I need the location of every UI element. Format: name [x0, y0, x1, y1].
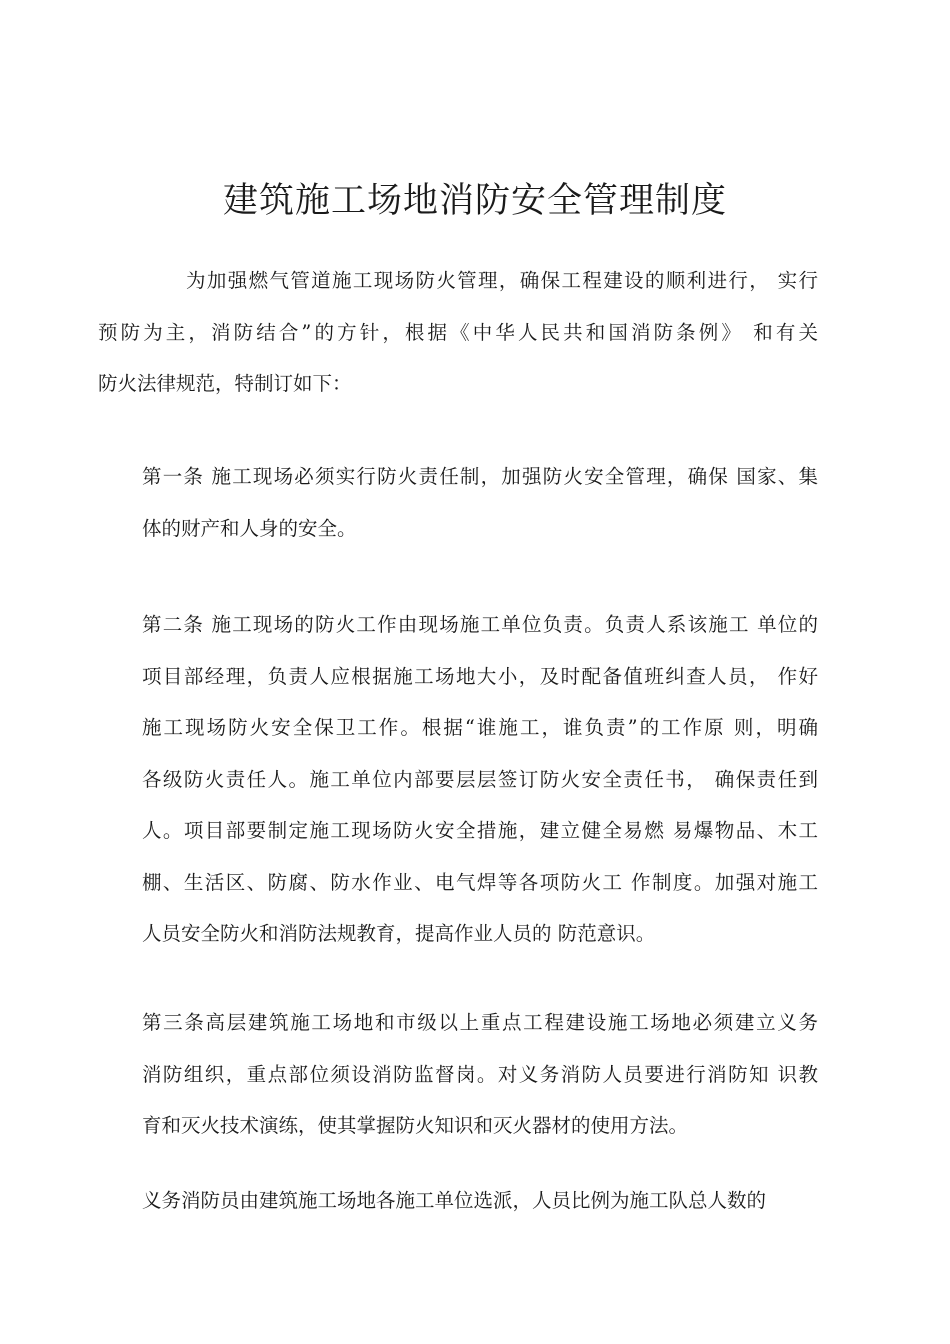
paragraph-line: 人。项目部要制定施工现场防火安全措施，建立健全易燃 易爆物品、木工 [142, 819, 818, 842]
paragraph-line: 人员安全防火和消防法规教育，提高作业人员的 防范意识。 [142, 922, 656, 945]
paragraph-line: 育和灭火技术演练，使其掌握防火知识和灭火器材的使用方法。 [142, 1114, 689, 1137]
paragraph-line: 棚、生活区、防腐、防水作业、电气焊等各项防火工 作制度。加强对施工 [142, 870, 818, 894]
paragraph-line: 第三条高层建筑施工场地和市级以上重点工程建设施工场地必须建立义务 [142, 1011, 818, 1034]
paragraph-line: 第二条 施工现场的防火工作由现场施工单位负责。负责人系该施工 单位的 [142, 613, 818, 636]
volunteer-paragraph [142, 1175, 818, 1227]
paragraph-line: 防火法律规范，特制订如下： [98, 372, 352, 395]
paragraph-line: 体的财产和人身的安全。 [142, 516, 357, 540]
paragraph-line: 施工现场防火安全保卫工作。根据“谁施工，谁负责”的工作原 则，明确 [142, 716, 818, 739]
article-3-paragraph [142, 997, 818, 1152]
article-1-paragraph [142, 451, 818, 554]
paragraph-line: 义务消防员由建筑施工场地各施工单位选派，人员比例为施工队总人数的 [142, 1189, 767, 1212]
paragraph-line: 第一条 施工现场必须实行防火责任制，加强防火安全管理，确保 国家、集 [142, 465, 818, 488]
paragraph-line: 项目部经理，负责人应根据施工场地大小，及时配备值班纠查人员， 作好 [142, 664, 818, 688]
article-2-paragraph [142, 599, 818, 960]
paragraph-line: 各级防火责任人。施工单位内部要层层签订防火安全责任书， 确保责任到 [142, 767, 818, 791]
intro-paragraph [98, 255, 818, 410]
paragraph-line: 预防为主，消防结合”的方针，根据《中华人民共和国消防条例》 和有关 [98, 320, 818, 344]
paragraph-line: 为加强燃气管道施工现场防火管理，确保工程建设的顺利进行， 实行 [186, 269, 818, 292]
document-title: 建筑施工场地消防安全管理制度 [222, 181, 727, 222]
paragraph-line: 消防组织，重点部位须设消防监督岗。对义务消防人员要进行消防知 识教 [142, 1062, 818, 1086]
